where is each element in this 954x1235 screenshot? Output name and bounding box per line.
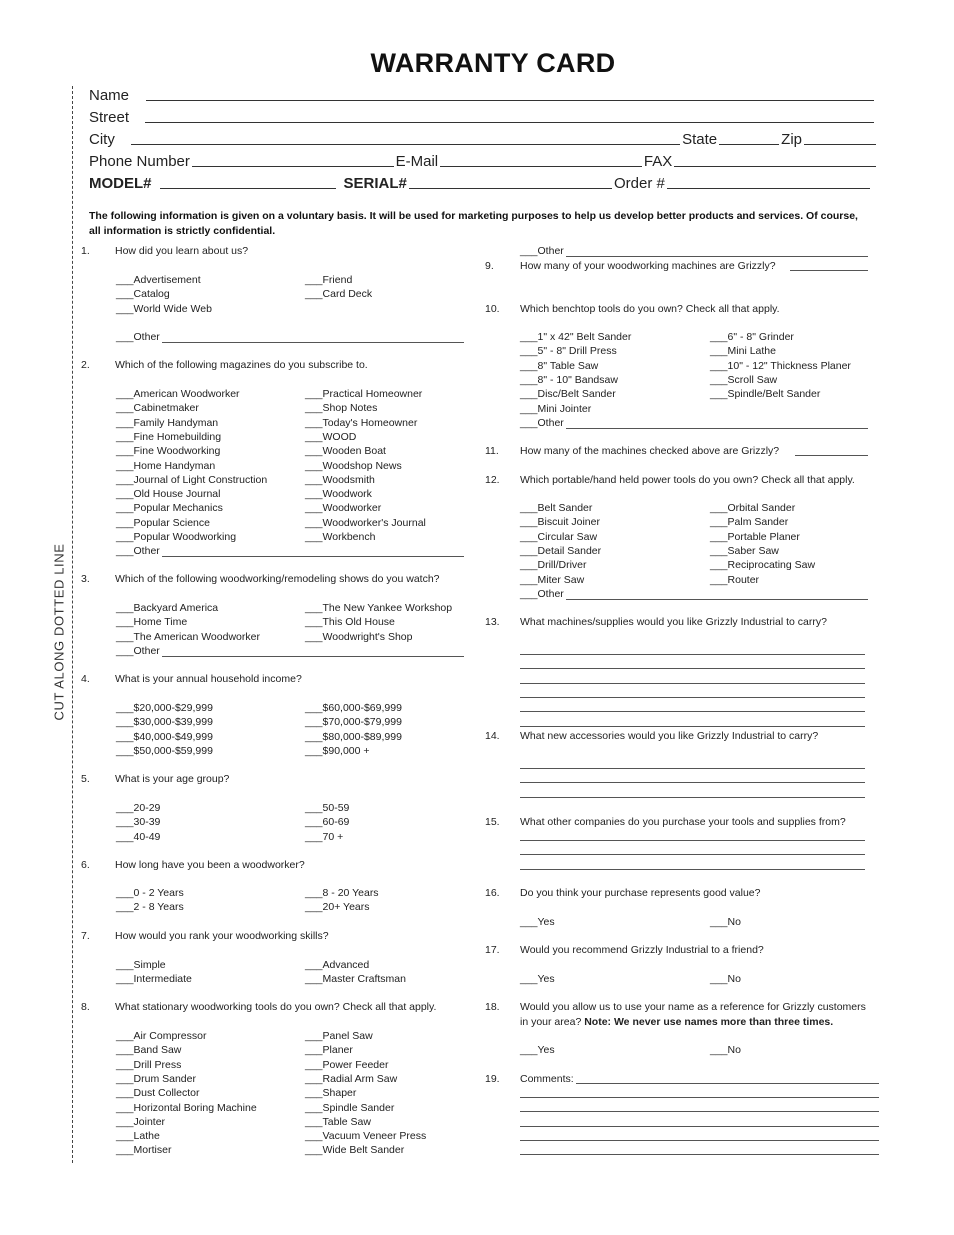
checkbox-option[interactable]: ___50-59 — [305, 802, 350, 814]
other-write-in-line[interactable] — [566, 256, 868, 257]
checkbox-option[interactable]: ___Spindle Sander — [305, 1101, 395, 1114]
question-number: 16. — [485, 887, 500, 899]
question-text: Which of the following woodworking/remodeling shows do you watch? — [115, 573, 440, 585]
other-write-in-line[interactable] — [162, 556, 464, 557]
checkbox-option[interactable]: ___Shaper — [305, 1087, 357, 1100]
checkbox-option[interactable]: ___Yes — [520, 973, 555, 985]
question-text: How would you rank your woodworking skills? — [115, 930, 329, 942]
answer-line[interactable] — [520, 854, 865, 855]
checkbox-option[interactable]: ___Woodwright's Shop — [305, 630, 413, 643]
question-text: How many of the machines checked above are Grizzly? — [520, 445, 780, 457]
model-label: MODEL# — [89, 175, 152, 192]
checkbox-option[interactable]: ___Spindle/Belt Sander — [710, 388, 821, 401]
phone-label: Phone Number — [89, 153, 190, 170]
product-row — [89, 170, 876, 192]
other-option[interactable]: ___Other — [520, 588, 564, 600]
checkbox-option[interactable]: ___$80,000-$89,999 — [305, 730, 402, 743]
question-text: Which benchtop tools do you own? Check all that apply. — [520, 303, 780, 315]
zip-field[interactable] — [804, 144, 876, 145]
question-text: Would you allow us to use your name as a reference for Grizzly customers — [520, 1001, 866, 1013]
checkbox-option[interactable]: ___8" - 10" Bandsaw — [520, 373, 618, 386]
checkbox-option[interactable]: ___Popular Woodworking — [116, 531, 237, 543]
checkbox-option[interactable]: ___30-39 — [116, 816, 161, 829]
checkbox-option[interactable]: ___Shop Notes — [305, 402, 378, 415]
checkbox-option[interactable]: ___Friend — [305, 274, 353, 286]
zip-label: Zip — [781, 131, 802, 148]
checkbox-option[interactable]: ___Disc/Belt Sander — [520, 388, 616, 401]
checkbox-option[interactable]: ___Circular Saw — [520, 530, 598, 543]
checkbox-option[interactable]: ___40-49 — [116, 830, 161, 843]
answer-line[interactable] — [520, 768, 865, 769]
checkbox-option[interactable]: ___Belt Sander — [520, 502, 593, 514]
checkbox-option[interactable]: ___Band Saw — [116, 1044, 182, 1057]
question-number: 9. — [485, 260, 494, 272]
comment-line[interactable] — [520, 1126, 879, 1127]
order-field[interactable] — [667, 188, 870, 189]
checkbox-option[interactable]: ___Portable Planer — [710, 530, 800, 543]
question-number: 14. — [485, 730, 500, 742]
answer-line[interactable] — [520, 726, 865, 727]
city-label: City — [89, 131, 115, 148]
checkbox-option[interactable]: ___0 - 2 Years — [116, 887, 184, 899]
question-text: How did you learn about us? — [115, 245, 249, 257]
question-number: 2. — [81, 359, 90, 371]
other-write-in-line[interactable] — [162, 342, 464, 343]
intro-text: The following information is given on a voluntary basis. It will be used for marketing purposes to help us develop better products and services. Of course, all information is strictly confidential. — [89, 210, 858, 237]
question-text: What machines/supplies would you like Grizzly Industrial to carry? — [520, 616, 827, 628]
state-field[interactable] — [719, 144, 779, 145]
checkbox-option[interactable]: ___Intermediate — [116, 973, 192, 986]
checkbox-option[interactable]: ___World Wide Web — [116, 302, 212, 315]
other-option[interactable]: ___Other — [116, 331, 160, 343]
checkbox-option[interactable]: ___Orbital Sander — [710, 502, 796, 514]
question-text: What is your annual household income? — [115, 673, 302, 685]
state-label: State — [682, 131, 718, 148]
checkbox-option[interactable]: ___Jointer — [116, 1115, 166, 1128]
page-title: WARRANTY CARD — [370, 48, 616, 78]
question-text: What is your age group? — [115, 773, 230, 785]
order-label: Order # — [614, 175, 665, 192]
checkbox-option[interactable]: ___Advertisement — [116, 274, 201, 286]
checkbox-option[interactable]: ___Workbench — [305, 531, 376, 543]
checkbox-option[interactable]: ___Yes — [520, 1044, 555, 1056]
checkbox-option[interactable]: ___Woodworker's Journal — [305, 516, 426, 529]
serial-label: SERIAL# — [343, 175, 407, 192]
checkbox-option[interactable]: ___Saber Saw — [710, 544, 779, 557]
comment-line[interactable] — [520, 1154, 879, 1155]
phone-field[interactable] — [192, 166, 394, 167]
question-text: What other companies do you purchase your tools and supplies from? — [520, 816, 846, 828]
question-text: Do you think your purchase represents good value? — [520, 887, 761, 899]
checkbox-option[interactable]: ___Panel Saw — [305, 1030, 373, 1042]
question-number: 7. — [81, 930, 90, 942]
comment-line[interactable] — [520, 1140, 879, 1141]
checkbox-option[interactable]: ___Popular Mechanics — [116, 502, 223, 515]
answer-line[interactable] — [520, 782, 865, 783]
street-row — [89, 104, 876, 126]
model-field[interactable] — [160, 188, 336, 189]
answer-line[interactable] — [520, 697, 865, 698]
checkbox-option[interactable]: ___Woodworker — [305, 502, 382, 515]
checkbox-option[interactable]: ___No — [710, 916, 741, 928]
checkbox-option[interactable]: ___Family Handyman — [116, 416, 219, 429]
cut-line-label: CUT ALONG DOTTED LINE — [51, 543, 67, 721]
answer-line[interactable] — [520, 797, 865, 798]
checkbox-option[interactable]: ___Advanced — [305, 959, 370, 971]
question-number: 19. — [485, 1073, 500, 1085]
checkbox-option[interactable]: ___70 + — [305, 830, 344, 843]
question-number: 15. — [485, 816, 500, 828]
checkbox-option[interactable]: ___The American Woodworker — [116, 630, 260, 643]
checkbox-option[interactable]: ___The New Yankee Workshop — [305, 602, 453, 614]
question-number: 10. — [485, 303, 500, 315]
question-text: How many of your woodworking machines are Grizzly? — [520, 260, 776, 272]
question-number: 8. — [81, 1001, 90, 1013]
question-text: Comments: — [520, 1073, 574, 1085]
checkbox-option[interactable]: ___American Woodworker — [116, 388, 240, 400]
checkbox-option[interactable]: ___$40,000-$49,999 — [116, 730, 213, 743]
checkbox-option[interactable]: ___Practical Homeowner — [305, 388, 423, 400]
checkbox-option[interactable]: ___Home Handyman — [116, 459, 216, 472]
street-field[interactable] — [145, 122, 874, 123]
question-number: 18. — [485, 1001, 500, 1013]
answer-line[interactable] — [790, 270, 868, 271]
checkbox-option[interactable]: ___Woodwork — [305, 488, 372, 501]
checkbox-option[interactable]: ___Woodshop News — [305, 459, 402, 472]
checkbox-option[interactable]: ___Woodsmith — [305, 473, 375, 486]
checkbox-option[interactable]: ___Master Craftsman — [305, 973, 406, 986]
comment-line[interactable] — [520, 1097, 879, 1098]
question-number: 4. — [81, 673, 90, 685]
name-label: Name — [89, 87, 130, 104]
contact-row — [89, 148, 876, 170]
checkbox-option[interactable]: ___Fine Homebuilding — [116, 430, 222, 443]
answer-line[interactable] — [520, 683, 865, 684]
fax-field[interactable] — [674, 166, 876, 167]
comment-line[interactable] — [520, 1111, 879, 1112]
checkbox-option[interactable]: ___Simple — [116, 959, 166, 971]
checkbox-option[interactable]: ___$70,000-$79,999 — [305, 716, 402, 729]
question-number: 12. — [485, 474, 500, 486]
question-text: What stationary woodworking tools do you own? Check all that apply. — [115, 1001, 437, 1013]
checkbox-option[interactable]: ___8 - 20 Years — [305, 887, 379, 899]
checkbox-option[interactable]: ___Mini Jointer — [520, 402, 592, 415]
checkbox-option[interactable]: ___$60,000-$69,999 — [305, 702, 402, 714]
checkbox-option[interactable]: ___Old House Journal — [116, 488, 221, 501]
checkbox-option[interactable]: ___Yes — [520, 916, 555, 928]
question-text: How long have you been a woodworker? — [115, 859, 305, 871]
comment-line[interactable] — [576, 1083, 879, 1084]
checkbox-option[interactable]: ___Popular Science — [116, 516, 210, 529]
answer-line[interactable] — [520, 840, 865, 841]
question-number: 5. — [81, 773, 90, 785]
checkbox-option[interactable]: ___60-69 — [305, 816, 350, 829]
other-option[interactable]: ___Other — [116, 545, 160, 557]
serial-field[interactable] — [409, 188, 612, 189]
checkbox-option[interactable]: ___No — [710, 1044, 741, 1056]
street-label: Street — [89, 109, 130, 126]
fax-label: FAX — [643, 153, 673, 170]
checkbox-option[interactable]: ___$90,000 + — [305, 744, 370, 757]
question-number: 3. — [81, 573, 90, 585]
checkbox-option[interactable]: ___5" - 8" Drill Press — [520, 345, 617, 358]
checkbox-option[interactable]: ___Drum Sander — [116, 1072, 196, 1085]
question-text: in your area? Note: We never use names more than three times. — [520, 1016, 834, 1028]
question-number: 11. — [485, 445, 499, 457]
checkbox-option[interactable]: ___8" Table Saw — [520, 359, 599, 372]
checkbox-option[interactable]: ___Table Saw — [305, 1115, 371, 1128]
checkbox-option[interactable]: ___Detail Sander — [520, 544, 602, 557]
checkbox-option[interactable]: ___Drill Press — [116, 1058, 182, 1071]
checkbox-option[interactable]: ___Scroll Saw — [710, 373, 778, 386]
question-number: 17. — [485, 944, 500, 956]
city-field[interactable] — [131, 144, 680, 145]
answer-line[interactable] — [520, 668, 865, 669]
checkbox-option[interactable]: ___2 - 8 Years — [116, 901, 184, 914]
other-option[interactable]: ___Other — [520, 417, 564, 429]
checkbox-option[interactable]: ___Planer — [305, 1044, 353, 1057]
answer-line[interactable] — [795, 455, 868, 456]
checkbox-option[interactable]: ___Radial Arm Saw — [305, 1072, 398, 1085]
question-text: Would you recommend Grizzly Industrial to a friend? — [520, 944, 764, 956]
checkbox-option[interactable]: ___Router — [710, 573, 760, 586]
cut-dotted-line — [72, 86, 73, 1163]
checkbox-option[interactable]: ___Biscuit Joiner — [520, 516, 600, 529]
checkbox-option[interactable]: ___Vacuum Veneer Press — [305, 1130, 427, 1143]
checkbox-option[interactable]: ___20-29 — [116, 802, 161, 814]
checkbox-option[interactable]: ___Power Feeder — [305, 1058, 389, 1071]
email-label: E-Mail — [395, 153, 439, 170]
checkbox-option[interactable]: ___Wooden Boat — [305, 445, 386, 458]
checkbox-option[interactable]: ___Today's Homeowner — [305, 416, 418, 429]
question-text: Which portable/hand held power tools do you own? Check all that apply. — [520, 474, 855, 486]
checkbox-option[interactable]: ___Catalog — [116, 288, 170, 301]
other-write-in-line[interactable] — [162, 656, 464, 657]
question-text: Which of the following magazines do you subscribe to. — [115, 359, 368, 371]
answer-line[interactable] — [520, 654, 865, 655]
checkbox-option[interactable]: ___Fine Woodworking — [116, 445, 221, 458]
checkbox-option[interactable]: ___20+ Years — [305, 901, 370, 914]
checkbox-option[interactable]: ___Palm Sander — [710, 516, 789, 529]
name-field[interactable] — [146, 100, 874, 101]
city-row — [89, 126, 876, 148]
checkbox-option[interactable]: ___This Old House — [305, 616, 395, 629]
checkbox-option[interactable]: ___Air Compressor — [116, 1030, 207, 1042]
checkbox-option[interactable]: ___Mini Lathe — [710, 345, 776, 358]
checkbox-option[interactable]: ___Lathe — [116, 1130, 160, 1143]
checkbox-option[interactable]: ___6" - 8" Grinder — [710, 331, 794, 343]
checkbox-option[interactable]: ___Journal of Light Construction — [116, 473, 268, 486]
checkbox-option[interactable]: ___Cabinetmaker — [116, 402, 199, 415]
checkbox-option[interactable]: ___Wide Belt Sander — [305, 1144, 405, 1157]
checkbox-option[interactable]: ___Home Time — [116, 616, 188, 629]
other-write-in-line[interactable] — [566, 428, 868, 429]
checkbox-option[interactable]: ___1" x 42" Belt Sander — [520, 331, 632, 343]
answer-line[interactable] — [520, 711, 865, 712]
checkbox-option[interactable]: ___Horizontal Boring Machine — [116, 1101, 257, 1114]
checkbox-option[interactable]: ___$30,000-$39,999 — [116, 716, 213, 729]
email-field[interactable] — [440, 166, 642, 167]
checkbox-option[interactable]: ___10" - 12" Thickness Planer — [710, 359, 851, 372]
reference-note: Note: We never use names more than three times. — [584, 1016, 834, 1028]
question-number: 1. — [81, 245, 90, 257]
question-number: 6. — [81, 859, 90, 871]
checkbox-option[interactable]: ___Card Deck — [305, 288, 373, 301]
other-option[interactable]: ___Other — [520, 245, 564, 257]
answer-line[interactable] — [520, 869, 865, 870]
question-text: What new accessories would you like Grizzly Industrial to carry? — [520, 730, 819, 742]
checkbox-option[interactable]: ___Backyard America — [116, 602, 219, 614]
question-number: 13. — [485, 616, 500, 628]
checkbox-option[interactable]: ___Drill/Driver — [520, 559, 587, 572]
checkbox-option[interactable]: ___Mortiser — [116, 1144, 172, 1157]
other-write-in-line[interactable] — [566, 599, 868, 600]
checkbox-option[interactable]: ___Miter Saw — [520, 573, 585, 586]
other-option[interactable]: ___Other — [116, 645, 160, 657]
checkbox-option[interactable]: ___$50,000-$59,999 — [116, 744, 213, 757]
checkbox-option[interactable]: ___WOOD — [305, 430, 357, 443]
checkbox-option[interactable]: ___No — [710, 973, 741, 985]
name-row — [89, 82, 876, 104]
checkbox-option[interactable]: ___$20,000-$29,999 — [116, 702, 213, 714]
checkbox-option[interactable]: ___Dust Collector — [116, 1087, 200, 1100]
checkbox-option[interactable]: ___Reciprocating Saw — [710, 559, 816, 572]
